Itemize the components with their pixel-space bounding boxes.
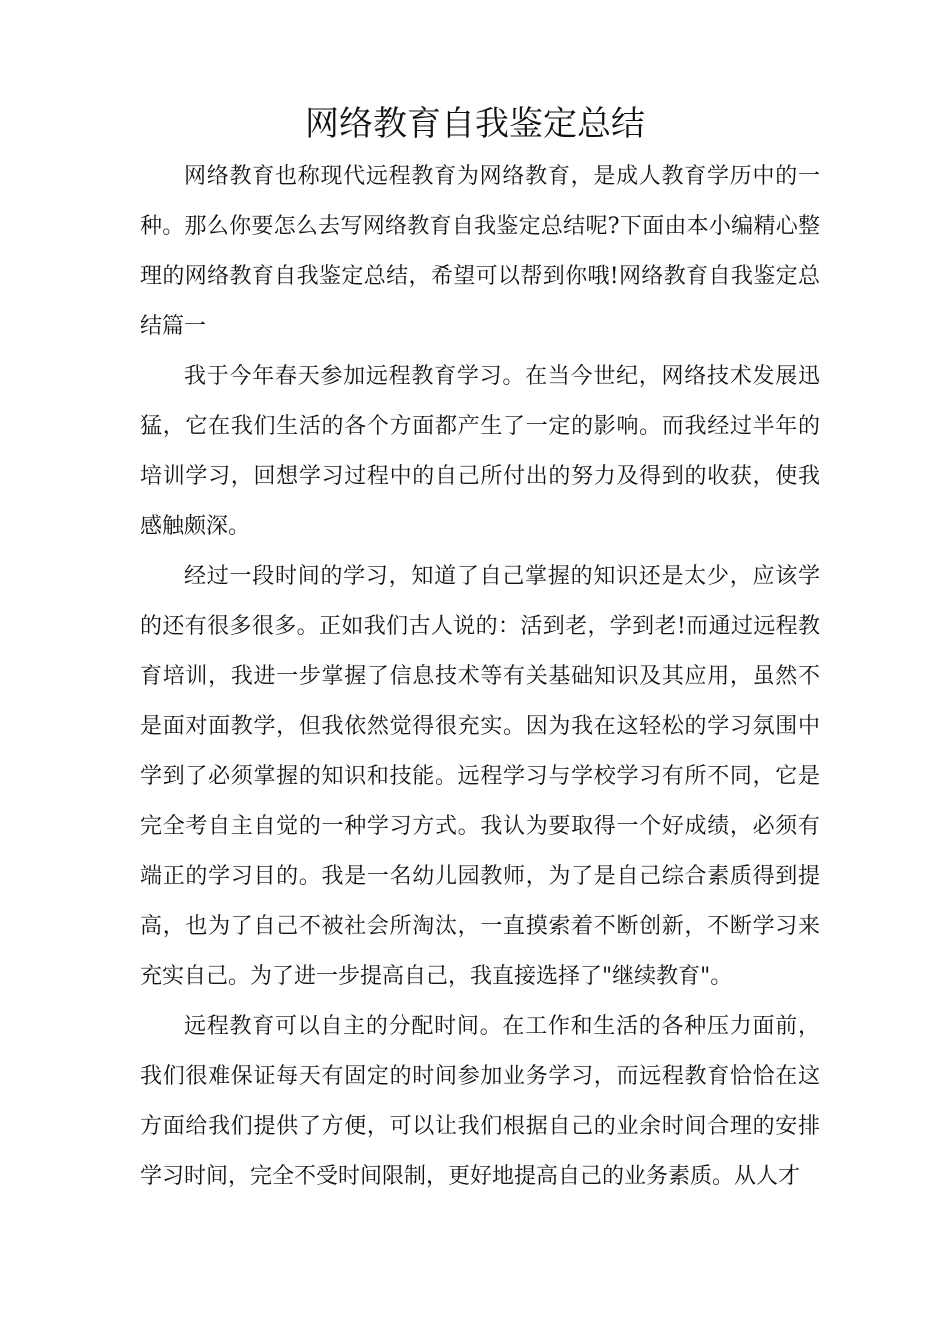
paragraph-learning-experience: 经过一段时间的学习，知道了自己掌握的知识还是太少，应该学的还有很多很多。正如我们古人说的：活到老，学到老!而通过远程教育培训，我进一步掌握了信息技术等有关基础知识及其应用，虽然不是面对面教学，但我依然觉得很充实。因为我在这轻松的学习氛围中学到了必须掌握的知识和技能。远程学习与学校学习有所不同，它是完全考自主自觉的一种学习方式。我认为要取得一个好成绩，必须有端正的学习目的。我是一名幼儿园教师，为了是自己综合素质得到提高，也为了自己不被社会所淘汰，一直摸索着不断创新，不断学习来充实自己。为了进一步提高自己，我直接选择了"继续教育"。 <box>140 564 820 989</box>
paragraph-spring-study: 我于今年春天参加远程教育学习。在当今世纪，网络技术发展迅猛，它在我们生活的各个方面都产生了一定的影响。而我经过半年的培训学习，回想学习过程中的自己所付出的努力及得到的收获，使我感触颇深。 <box>140 364 820 539</box>
paragraph-time-flexibility: 远程教育可以自主的分配时间。在工作和生活的各种压力面前，我们很难保证每天有固定的时间参加业务学习，而远程教育恰恰在这方面给我们提供了方便，可以让我们根据自己的业余时间合理的安排学习时间，完全不受时间限制，更好地提高自己的业务素质。从人才 <box>140 1014 820 1189</box>
paragraph-intro: 网络教育也称现代远程教育为网络教育，是成人教育学历中的一种。那么你要怎么去写网络教育自我鉴定总结呢?下面由本小编精心整理的网络教育自我鉴定总结，希望可以帮到你哦!网络教育自我鉴定总结篇一 <box>140 164 820 339</box>
document-title: 网络教育自我鉴定总结 <box>305 104 645 144</box>
document-body <box>140 152 820 1202</box>
